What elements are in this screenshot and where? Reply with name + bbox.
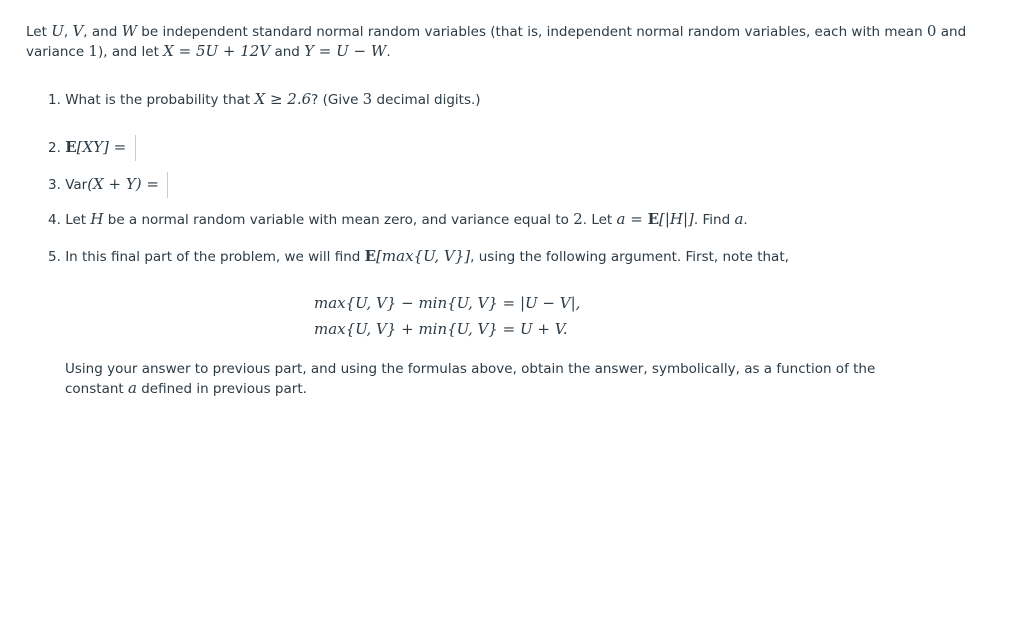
q5-text-2: , using the following argument. First, note that, <box>470 249 789 265</box>
final-instructions <box>65 360 925 399</box>
zero: 0 <box>926 22 937 40</box>
equation-line-2: max{U, V} + min{U, V} = U + V. <box>314 320 568 338</box>
q1-three: 3 <box>362 90 373 108</box>
q3-answer-input[interactable] <box>167 172 170 198</box>
q3-math: (X + Y) = <box>87 175 159 193</box>
intro-text-4: ), and let <box>97 44 164 60</box>
q4-text-3: . Let <box>582 212 617 228</box>
and-text: , and <box>83 24 122 40</box>
q4-number: 4. <box>48 212 61 228</box>
expectation-symbol-3: E <box>364 247 377 265</box>
comma: , <box>63 24 73 40</box>
q1-math: X ≥ 2.6 <box>254 90 312 108</box>
var-v: V <box>72 22 84 40</box>
question-4 <box>48 210 748 230</box>
intro-text-5: and <box>270 44 305 60</box>
q4-text-2: be a normal random variable with mean zero, and variance equal to <box>103 212 574 228</box>
intro-text: Let <box>26 24 52 40</box>
one: 1 <box>88 42 98 60</box>
q5-math: [max{U, V}] <box>376 247 471 265</box>
equation-block <box>314 290 580 342</box>
var-a: a <box>734 210 744 228</box>
problem-intro <box>26 22 986 62</box>
two: 2 <box>573 210 583 228</box>
eq-x: X = 5U + 12V <box>163 42 271 60</box>
var-u: U <box>51 22 64 40</box>
intro-text-2: be independent standard normal random variables (that is, independent normal random variables, each with mean <box>136 24 927 40</box>
question-1 <box>48 90 481 110</box>
q5-text: In this final part of the problem, we will find <box>65 249 365 265</box>
var-a-2: a <box>127 379 137 397</box>
final-text: Using your answer to previous part, and using the formulas above, obtain the answer, symbolically, as a function of the constant <box>65 361 876 397</box>
q1-text-3: decimal digits.) <box>372 92 481 108</box>
expectation-symbol: E <box>65 138 77 156</box>
question-3 <box>48 172 170 198</box>
var-h: H <box>90 210 104 228</box>
q4-math-abs: [|H|] <box>659 210 694 228</box>
q4-text: Let <box>65 212 91 228</box>
q5-number: 5. <box>48 249 61 265</box>
question-5 <box>48 247 789 267</box>
var-w: W <box>121 22 137 40</box>
q2-answer-input[interactable] <box>135 135 138 161</box>
q1-text-2: ? (Give <box>311 92 363 108</box>
period: . <box>386 44 391 60</box>
var-label: Var <box>65 177 88 193</box>
intro-text-3: and variance <box>26 24 967 60</box>
expectation-symbol-2: E <box>647 210 659 228</box>
q1-text: What is the probability that <box>65 92 255 108</box>
equation-line-1: max{U, V} − min{U, V} = |U − V|, <box>314 294 581 312</box>
q4-text-4: . Find <box>693 212 735 228</box>
final-text-2: defined in previous part. <box>136 381 307 397</box>
q2-math: [XY] = <box>76 138 127 156</box>
q3-number: 3. <box>48 177 61 193</box>
q4-math-a: a = <box>616 210 648 228</box>
eq-y: Y = U − W <box>304 42 387 60</box>
question-2 <box>48 135 138 161</box>
q1-number: 1. <box>48 92 61 108</box>
period-2: . <box>743 212 748 228</box>
q2-number: 2. <box>48 140 61 156</box>
